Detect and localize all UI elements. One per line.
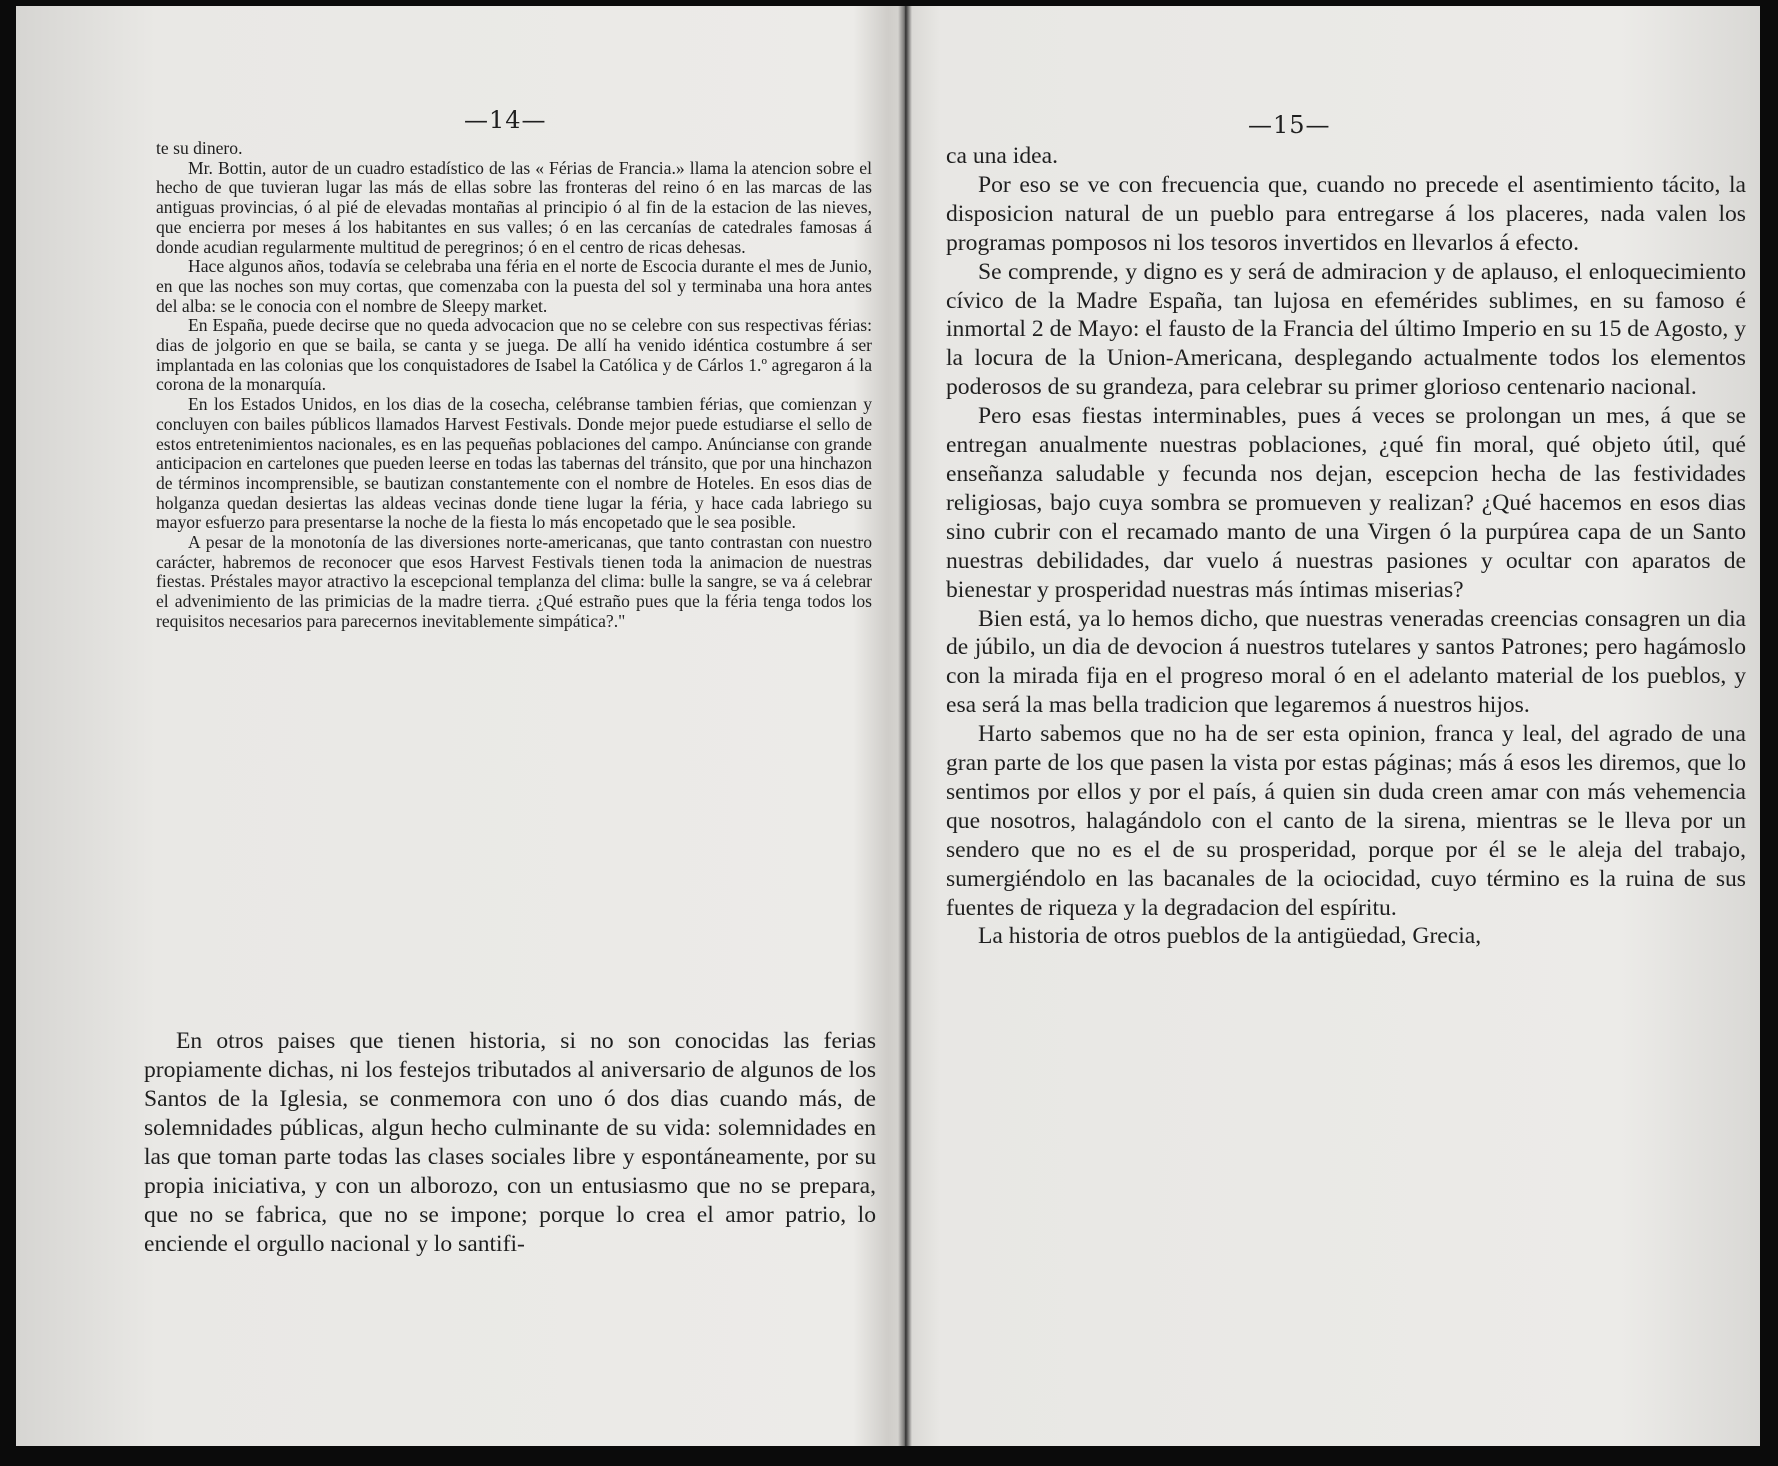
right-page [912, 6, 1760, 1446]
paragraph: Harto sabemos que no ha de ser esta opinion, franca y leal, del agrado de una gran parte de los que pasen la vista por estas páginas; más á esos les diremos, que lo sentimos por ellos y por el país, á quien sin duda creen amar con más vehemencia que nosotros, halagándolo con el canto de la sirena, mientras se le lleva por un sendero que no es el de su prosperidad, porque por él se le aleja del trabajo, sumergiéndolo en las bacanales de la ociocidad, cuyo término es la ruina de sus fuentes de riqueza y la degradacion del espíritu. [946, 721, 1746, 921]
paragraph: Bien está, ya lo hemos dicho, que nuestras veneradas creencias consagren un dia de júbilo, un dia de devocion á nuestros tutelares y santos Patrones; pero hagámoslo con la mirada fija en el progreso moral ó en el adelanto material de los pueblos, y esa será la mas bella tradicion que legaremos á nuestros hijos. [946, 605, 1746, 719]
paragraph: ca una idea. [946, 143, 1059, 169]
paragraph: En otros paises que tienen historia, si no son conocidas las ferias propiamente dichas, ni los festejos tributados al aniversario de algunos de los Santos de la Iglesia, se conmemora con uno ó dos dias cuando más, de solemnidades públicas, algun hecho culminante de su vida: solemnidades en las que toman parte todas las clases sociales libre y espontáneamente, por su propia iniciativa, y con un alborozo, con un entusiasmo que no se prepara, que no se fabrica, que no se impone; porque lo crea el amor patrio, lo enciende el orgullo nacional y lo santifi- [144, 1028, 876, 1257]
paragraph: Hace algunos años, todavía se celebraba una féria en el norte de Escocia durante el mes de Junio, en que las noches son muy cortas, que comenzaba con la puesta del sol y terminaba una hora antes del alba: se le conocia con el nombre de Sleepy market. [156, 256, 872, 316]
paragraph: Pero esas fiestas interminables, pues á veces se prolongan un mes, á que se entregan anualmente nuestras poblaciones, ¿qué fin moral, qué objeto útil, qué enseñanza saludable y fecunda nos dejan, escepcion hecha de las festividades religiosas, bajo cuya sombra se promueven y realizan? ¿Qué hacemos en esos dias sino cubrir con el recamado manto de una Virgen ó la purpúrea capa de un Santo nuestras debilidades, dar vuelo á nuestras pasiones y ocultar con aparatos de bienestar y prosperidad nuestras más íntimas miserias? [946, 403, 1746, 603]
paragraph: te su dinero. [156, 138, 243, 158]
page-number: —15— [1248, 111, 1331, 139]
paragraph: Por eso se ve con frecuencia que, cuando no precede el asentimiento tácito, la disposicion natural de un pueblo para entregarse á los placeres, nada valen los programas pomposos ni los tesoros invertidos en llevarlos á efecto. [946, 171, 1746, 256]
body-text-block [946, 142, 1746, 951]
paragraph: En los Estados Unidos, en los dias de la cosecha, celébranse tambien férias, que comienzan y concluyen con bailes públicos llamados Harvest Festivals. Donde mejor puede estudiarse el sello de estos entretenimientos nacionales, es en las pequeñas poblaciones del campo. Anúncianse con grande anticipacion en cartelones que pueden leerse en todas las tabernas del tránsito, que por una hinchazon de términos incomprensible, se bautizan constantemente con el nombre de Hoteles. En esos dias de holganza quedan desiertas las aldeas vecinas donde tiene lugar la féria, y hace cada labriego su mayor esfuerzo para presentarse la noche de la fiesta lo más encopetado que le sea posible. [156, 394, 872, 533]
paragraph: A pesar de la monotonía de las diversiones norte-americanas, que tanto contrastan con nuestro carácter, habremos de reconocer que esos Harvest Festivals tienen toda la animacion de nuestras fiestas. Préstales mayor atractivo la escepcional templanza del clima: bulle la sangre, se va á celebrar el advenimiento de las primicias de la madre tierra. ¿Qué estraño pues que la féria tenga todos los requisitos necesarios para parecernos inevitablemente simpática?." [156, 532, 872, 631]
book-gutter [898, 6, 912, 1446]
paragraph: La historia de otros pueblos de la antigüedad, Grecia, [978, 923, 1482, 950]
paragraph: Mr. Bottin, autor de un cuadro estadístico de las « Férias de Francia.» llama la atencion sobre el hecho de que tuvieran lugar las más de ellas sobre las fronteras del reino ó en las marcas de las antiguas provincias, ó al pié de elevadas montañas al principio ó al fin de la estacion de las nieves, que encierra por meses á los habitantes en sus valles; ó en las cercanías de catedrales famosas á donde acudian regularmente multitud de peregrinos; ó en el centro de ricas dehesas. [156, 157, 872, 257]
book-scan [16, 6, 1760, 1446]
quoted-text-block [156, 139, 872, 632]
left-page [16, 6, 898, 1446]
body-text-block [144, 1027, 876, 1259]
page-number: —14— [464, 106, 547, 134]
paragraph: En España, puede decirse que no queda advocacion que no se celebre con sus respectivas férias: dias de jolgorio en que se baila, se canta y se juega. De allí ha venido idéntica costumbre á ser implantada en las colonias que los conquistadores de Isabel la Católica y de Cárlos 1.º agregaron á la corona de la monarquía. [156, 315, 872, 395]
paragraph: Se comprende, y digno es y será de admiracion y de aplauso, el enloquecimiento cívico de la Madre España, tan lujosa en efemérides sublimes, en su famoso é inmortal 2 de Mayo: el fausto de la Francia del último Imperio en su 15 de Agosto, y la locura de la Union-Americana, desplegando actualmente todos los elementos poderosos de su grandeza, para celebrar su primer glorioso centenario nacional. [946, 258, 1746, 401]
